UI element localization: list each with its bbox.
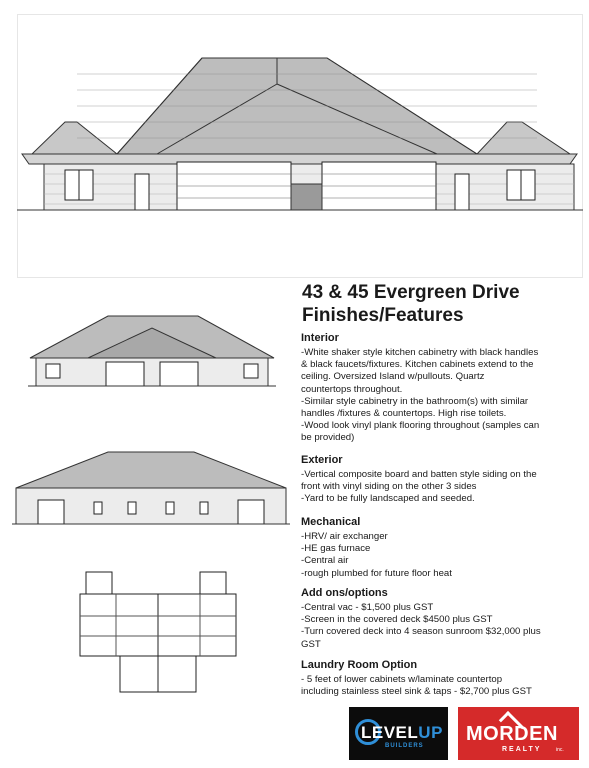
section-line: -Central vac - $1,500 plus GST [301,602,434,613]
title-line-1: 43 & 45 Evergreen Drive [302,282,520,303]
logo-inc-text: inc. [556,747,564,753]
section-line: -Wood look vinyl plank flooring throughout (samples can [301,420,540,432]
rear-elevation-drawing [12,450,290,528]
logo-word-morden: MORDEN [466,723,558,745]
section-heading: Laundry Room Option [301,659,418,671]
logo-word-level: LEVEL [361,723,419,742]
floor-plan-drawing [76,566,240,694]
section-line: -rough plumbed for future floor heat [301,567,452,579]
logo-realty-text: REALTY [502,746,542,753]
section-line: & black faucets/fixtures. Kitchen cabinets extend to the [301,359,534,371]
title-line-2: Finishes/Features [302,305,464,326]
section-exterior [301,454,579,506]
level-up-builders-logo [349,707,448,760]
morden-realty-logo [458,707,579,760]
section-line: -HE gas furnace [301,543,371,555]
section-heading: Interior [301,332,339,344]
section-line: front with vinyl siding on the other 3 sides [301,481,477,493]
section-line: - 5 feet of lower cabinets w/laminate countertop [301,674,503,685]
logo-word-up: UP [418,723,443,742]
section-laundry-room-option [301,659,579,698]
section-line: -Vertical composite board and batten style siding on the [301,469,537,480]
section-line: including stainless steel sink & taps - $2,700 plus GST [301,686,532,698]
section-heading: Exterior [301,454,343,466]
front-elevation-drawing [17,14,583,278]
section-line: ceiling. Oversized Island w/pullouts. Quartz [301,371,485,383]
section-mechanical [301,516,579,580]
section-line: be provided) [301,432,355,444]
section-line: -Central air [301,555,349,567]
section-line: -White shaker style kitchen cabinetry with black handles [301,347,539,358]
section-line: -Yard to be fully landscaped and seeded. [301,493,475,505]
section-line: -Turn covered deck into 4 season sunroom $32,000 plus [301,626,541,638]
section-add-ons [301,587,579,651]
section-line: -Screen in the covered deck $4500 plus GST [301,614,493,626]
page-title [302,281,582,327]
section-line: -HRV/ air exchanger [301,531,388,542]
side-elevation-drawing [28,314,276,390]
logo-builders-text: BUILDERS [385,743,424,749]
section-heading: Mechanical [301,516,361,528]
section-line: -Similar style cabinetry in the bathroom(s) with similar [301,395,529,407]
section-interior [301,332,579,445]
section-line: GST [301,638,321,650]
section-line: countertops throughout. [301,383,403,395]
section-line: handles /fixtures & countertops. High rise toilets. [301,408,507,420]
section-heading: Add ons/options [301,587,388,599]
